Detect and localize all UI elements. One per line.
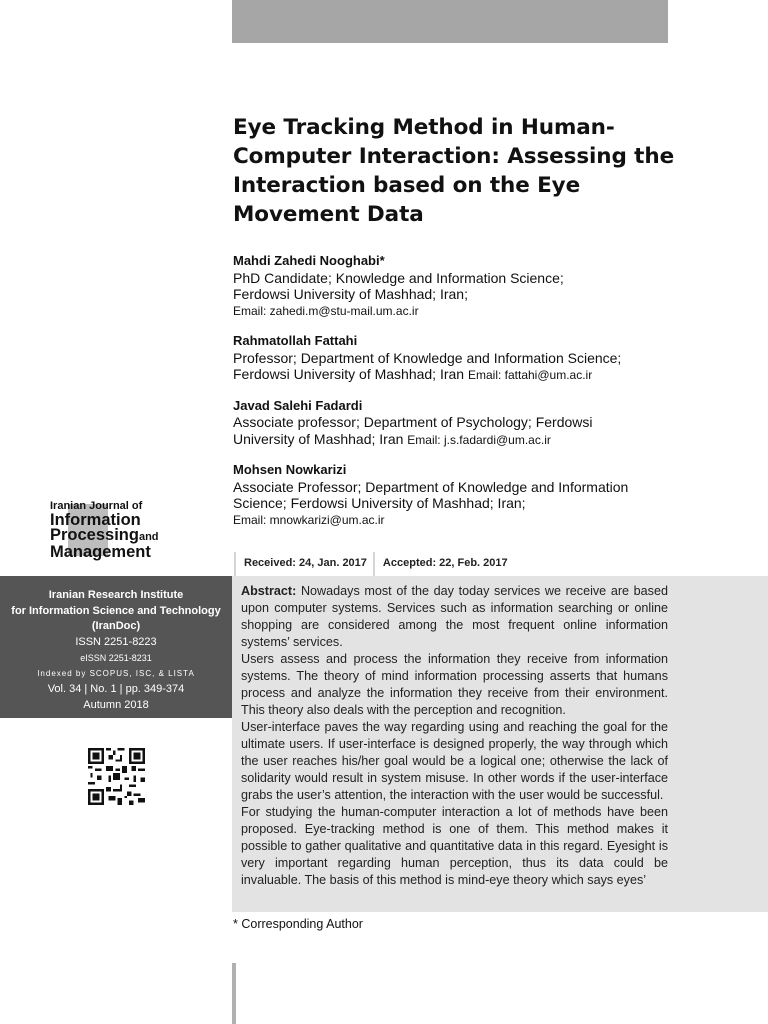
author-name: Rahmatollah Fattahi bbox=[233, 333, 358, 348]
volume-info: Vol. 34 | No. 1 | pp. 349-374 bbox=[47, 683, 185, 695]
author-entry bbox=[233, 398, 673, 449]
author-name: Javad Salehi Fadardi bbox=[233, 397, 363, 413]
abstract-text: Nowadays most of the day today services we receive are based upon computer systems. Services such as information searching or online shopping are considered among the most frequent online information systems’ services. bbox=[241, 584, 668, 649]
logo-line: Information bbox=[50, 511, 141, 529]
author-list bbox=[233, 253, 673, 542]
season: Autumn 2018 bbox=[83, 698, 149, 711]
author-entry bbox=[233, 253, 673, 319]
bottom-rule bbox=[232, 963, 236, 1024]
received-date: Received: 24, Jan. 2017 bbox=[234, 552, 373, 576]
author-affiliation: Ferdowsi University of Mashhad; Iran; bbox=[233, 286, 468, 302]
publisher-abbr: (IranDoc) bbox=[91, 620, 141, 632]
abstract bbox=[241, 583, 668, 889]
logo-word: Processing bbox=[50, 526, 139, 544]
author-affiliation: PhD Candidate; Knowledge and Information Science; bbox=[233, 269, 564, 286]
abstract-label: Abstract: bbox=[241, 584, 297, 598]
author-entry bbox=[233, 462, 673, 528]
author-affiliation: Associate professor; Department of Psychology; Ferdowsi bbox=[233, 414, 593, 430]
qr-code-icon bbox=[88, 748, 145, 805]
logo-line: Management bbox=[50, 543, 151, 561]
author-affiliation: Professor; Department of Knowledge and Information Science; bbox=[233, 349, 622, 366]
logo-text bbox=[50, 500, 230, 560]
journal-logo bbox=[50, 500, 230, 560]
author-affiliation: Associate Professor; Department of Knowledge and Information bbox=[233, 478, 629, 495]
abstract-paragraph bbox=[241, 583, 668, 651]
author-email: Email: zahedi.m@stu-mail.um.ac.ir bbox=[233, 303, 419, 318]
corresponding-author-note: * Corresponding Author bbox=[233, 917, 363, 931]
abstract-paragraph: User-interface paves the way regarding using and reaching the goal for the ultimate users. If user-interface is designed properly, the way through which the user reaches his/her goal would be a logical one; otherwise the lack of solidarity would result in system misuse. In other words if the user-interface grabs the user’s attention, the interaction with the user would be successful. bbox=[241, 720, 668, 802]
author-name: Mohsen Nowkarizi bbox=[233, 462, 347, 477]
author-affiliation: University of Mashhad; Iran bbox=[233, 430, 408, 447]
header-bar bbox=[232, 0, 668, 43]
author-entry bbox=[233, 333, 673, 384]
submission-dates bbox=[234, 552, 514, 576]
author-email: Email: fattahi@um.ac.ir bbox=[467, 368, 593, 382]
author-email: Email: j.s.fadardi@um.ac.ir bbox=[407, 432, 551, 447]
author-affiliation: Science; Ferdowsi University of Mashhad; Iran; bbox=[233, 495, 526, 511]
author-affiliation-line bbox=[233, 431, 673, 449]
indexed-by: Indexed by SCOPUS, ISC, & LISTA bbox=[37, 669, 195, 678]
issn: ISSN 2251-8223 bbox=[75, 635, 157, 648]
eissn: eISSN 2251-8231 bbox=[80, 653, 152, 663]
abstract-paragraph: For studying the human-computer interaction a lot of methods have been proposed. Eye-tracking method is one of them. This method makes it possible to gather qualitative and quantitative data in this regard. Eyesight is very important regarding human perception, thus its data could be invaluable. The basis of this method is mind-eye theory which says eyes’ bbox=[241, 805, 668, 887]
publisher-name: Iranian Research Institute bbox=[48, 589, 184, 601]
logo-and: and bbox=[138, 531, 159, 543]
author-affiliation-line bbox=[233, 366, 673, 384]
author-email: Email: mnowkarizi@um.ac.ir bbox=[233, 512, 385, 527]
abstract-paragraph: Users assess and process the information they receive from information systems. The theory of mind information processing asserts that humans process and analyze the information they receive from their environment. This theory also deals with the perception and recognition. bbox=[241, 652, 668, 717]
logo-line: Iranian Journal of bbox=[50, 500, 143, 512]
publisher-info-box bbox=[0, 576, 232, 718]
publisher-name-line2: for Information Science and Technology bbox=[11, 604, 221, 617]
accepted-date: Accepted: 22, Feb. 2017 bbox=[373, 552, 514, 576]
author-name: Mahdi Zahedi Nooghabi* bbox=[233, 253, 385, 268]
author-affiliation: Ferdowsi University of Mashhad; Iran bbox=[233, 366, 468, 382]
article-title: Eye Tracking Method in Human-Computer Interaction: Assessing the Interaction based on the Eye Movement Data bbox=[233, 115, 675, 227]
